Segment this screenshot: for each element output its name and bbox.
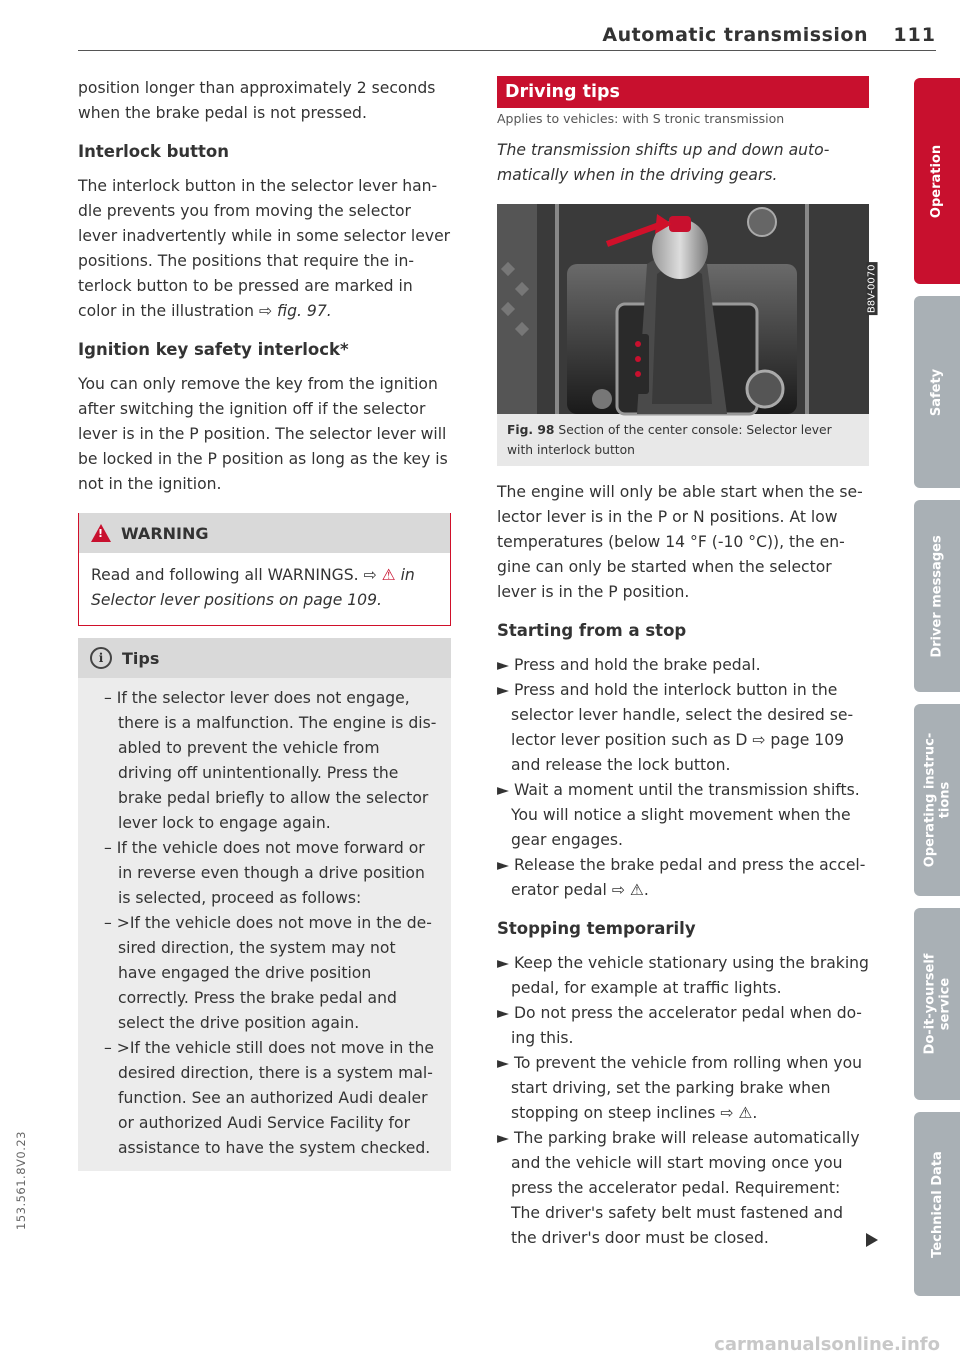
sidebar-tab-do-it-yourself-service[interactable] — [914, 908, 960, 1100]
sidebar-tab-label: Operating instruc- tions — [922, 732, 953, 868]
list-item: ► Do not press the accelerator pedal when doing this. — [497, 1004, 862, 1047]
continue-arrow-icon — [866, 1233, 878, 1247]
info-icon: i — [90, 647, 112, 669]
starting-heading: Starting from a stop — [497, 621, 687, 640]
tip-item: – If the selector lever does not engage, there is a malfunction. The engine is disabled to prevent the vehicle from driving off unintentionally. Press the brake pedal briefly to allow the selector lever lock to engage again. — [104, 689, 437, 832]
tip-item: – >If the vehicle does not move in the desired direction, the system may not have engaged the drive position correctly. Press the brake pedal and select the drive position again. — [104, 914, 432, 1032]
tip-item: – >If the vehicle still does not move in the desired direction, there is a system malfunction. See an authorized Audi dealer or authorized Audi Service Facility for assistance to have the system checked. — [104, 1039, 434, 1157]
right-column — [497, 76, 878, 1251]
tip-item: – If the vehicle does not move forward or in reverse even though a drive position is selected, proceed as follows: — [104, 839, 425, 907]
applies-to-text: Applies to vehicles: with S tronic transmission — [497, 111, 785, 126]
sidebar-tab-operating-instructions[interactable] — [914, 704, 960, 896]
stopping-heading: Stopping temporarily — [497, 919, 696, 938]
sidebar-tab-label: Technical Data — [929, 1150, 945, 1258]
warning-box — [78, 513, 451, 626]
figure-caption-box — [497, 414, 869, 466]
watermark: carmanualsonline.info — [714, 1334, 940, 1355]
intro-text: The transmission shifts up and down automatically when in the driving gears. — [497, 141, 830, 184]
left-column — [78, 76, 451, 1171]
figure-code: B8V-0070 — [867, 264, 878, 314]
sidebar-tab-label: Operation — [929, 144, 945, 218]
tips-header — [78, 638, 451, 678]
warning-text: Read and following all WARNINGS. ⇨ — [91, 566, 377, 584]
list-item: ► Release the brake pedal and press the accelerator pedal ⇨ ⚠. — [497, 856, 866, 899]
warning-header — [79, 513, 450, 553]
list-item: ► Press and hold the brake pedal. — [497, 656, 761, 674]
tips-title: Tips — [122, 648, 160, 668]
continuation-text: position longer than approximately 2 seconds when the brake pedal is not pressed. — [78, 79, 436, 122]
list-item: ► Press and hold the interlock button in the selector lever handle, select the desired selector lever position such as D ⇨ page 109 and release the lock button. — [497, 681, 854, 774]
list-item: ► The parking brake will release automatically and the vehicle will start moving once you press the accelerator pedal. Requirement: The driver's safety belt must fastened and the driver's door must be closed. — [497, 1129, 860, 1247]
sidebar-tab-label: Driver messages — [929, 534, 945, 658]
ignition-text: You can only remove the key from the ignition after switching the ignition off if the selector lever is in the P position. The selector lever will be locked in the P position as long as the key is not in the ignition. — [78, 375, 448, 493]
warning-triangle-icon — [91, 524, 111, 542]
sidebar-tab-technical-data[interactable] — [914, 1112, 960, 1296]
section-title-bar: Driving tips — [497, 76, 869, 108]
sidebar-tab-label: Do-it-yourself service — [922, 953, 953, 1055]
interlock-heading: Interlock button — [78, 142, 230, 161]
list-item: ► Wait a moment until the transmission shifts. You will notice a slight movement when the gear engages. — [497, 781, 860, 849]
tips-body — [78, 678, 451, 1171]
list-item: ► To prevent the vehicle from rolling when you start driving, set the parking brake when stopping on steep inclines ⇨ ⚠. — [497, 1054, 863, 1122]
ignition-heading: Ignition key safety interlock* — [78, 340, 349, 359]
header-rule — [78, 50, 936, 51]
warning-title: WARNING — [121, 523, 209, 543]
sidebar-tab-safety[interactable] — [914, 296, 960, 488]
figure-center-console — [497, 204, 878, 414]
interlock-fig-link[interactable]: ⇨ fig. 97. — [259, 302, 332, 320]
figure-label: Fig. 98 — [507, 423, 555, 437]
interlock-text: The interlock button in the selector lever handle prevents you from moving the selector lever inadvertently while in some selector lever positions. The positions that require the interlock button to be pressed are marked in color in the illustration ⇨ fig. 97. — [78, 177, 451, 320]
page-number: 111 — [893, 24, 936, 46]
list-item: ► Keep the vehicle stationary using the braking pedal, for example at traffic lights. — [497, 954, 869, 997]
margin-code: 153.561.8V0.23 — [14, 1131, 28, 1230]
sidebar-tab-label: Safety — [929, 368, 945, 416]
warning-body — [79, 553, 450, 625]
sidebar-tab-driver-messages[interactable] — [914, 500, 960, 692]
sidebar-tab-operation[interactable] — [914, 78, 960, 284]
warning-ref-link[interactable]: in Selector lever positions on page 109. — [91, 566, 415, 609]
engine-text: The engine will only be able start when the selector lever is in the P or N positions. At low temperatures (below 14 °F (-10 °C)), the engine can only be started when the selector lever is in the P position. — [497, 483, 863, 601]
page-header-title: Automatic transmission — [602, 24, 868, 46]
selector-lever-illustration — [497, 204, 869, 414]
warning-triangle-inline-icon: ⚠ — [381, 566, 396, 584]
figure-caption: Section of the center console: Selector lever with interlock button — [507, 423, 832, 457]
tips-box — [78, 638, 451, 1171]
